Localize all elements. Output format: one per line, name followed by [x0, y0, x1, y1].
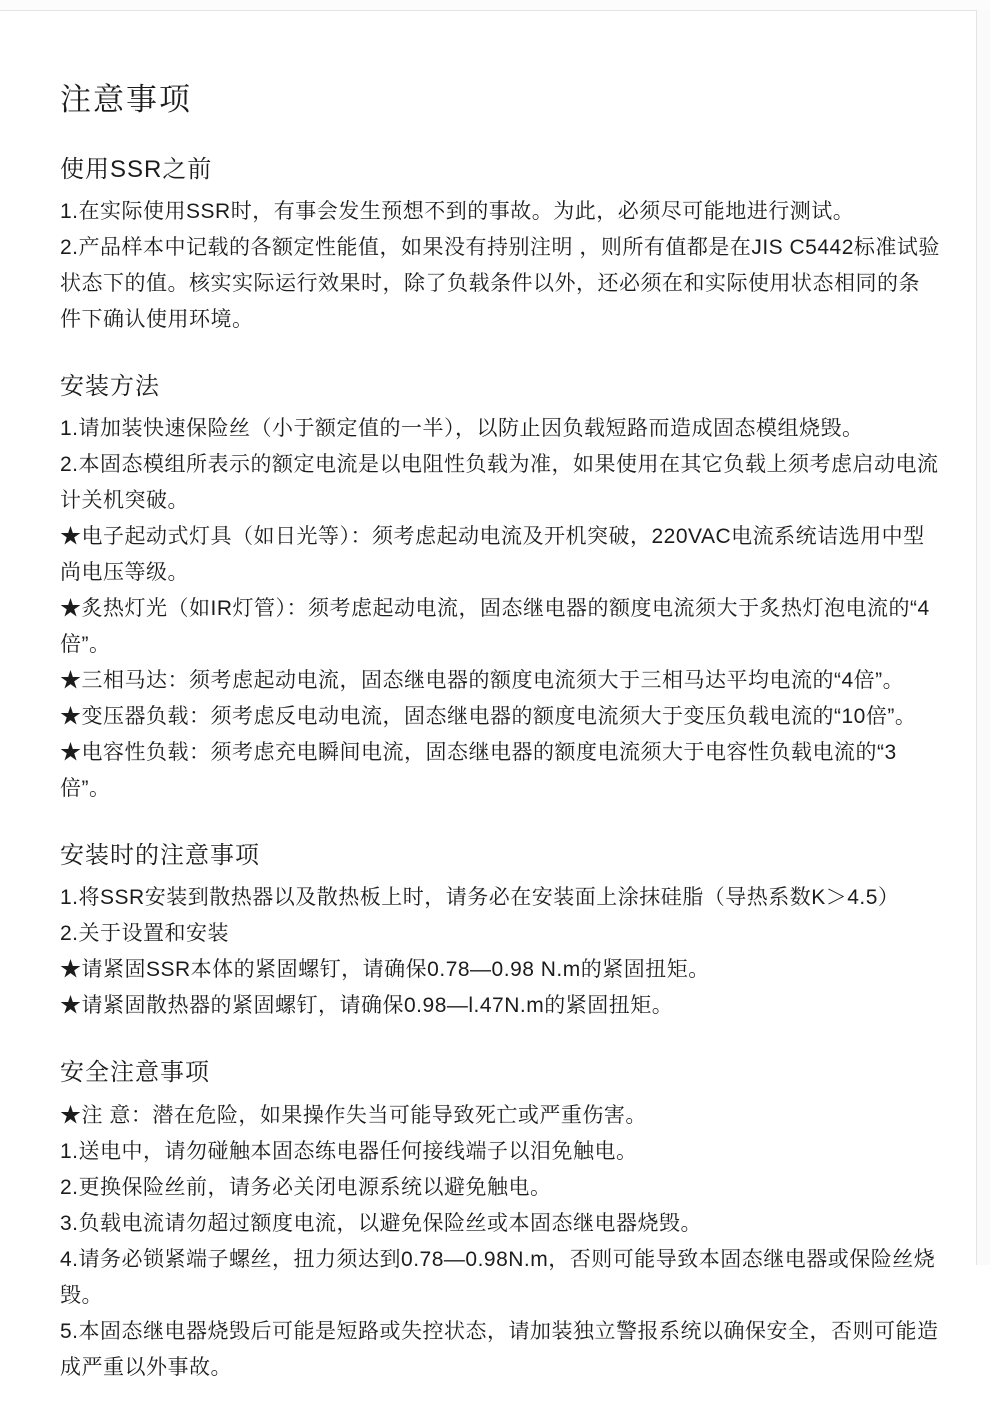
- list-item: 1.送电中，请勿碰触本固态练电器任何接线端子以泪免触电。: [60, 1139, 638, 1163]
- document-section: [60, 371, 940, 807]
- list-item: ★注 意：潜在危险，如果操作失当可能导致死亡或严重伤害。: [60, 1103, 647, 1127]
- list-item: 2.关于设置和安装: [60, 922, 230, 946]
- section-heading: 使用SSR之前: [60, 155, 213, 183]
- document-section: [60, 840, 940, 1024]
- document-page: [0, 11, 976, 1426]
- document-section: [60, 1057, 940, 1385]
- list-item: ★请紧固散热器的紧固螺钉，请确保0.98—l.47N.m的紧固扭矩。: [60, 994, 674, 1018]
- section-heading: 安装方法: [60, 373, 160, 401]
- list-item: 5.本固态继电器烧毁后可能是短路或失控状态，请加装独立警报系统以确保安全，否则可能造成严重以外事故。: [60, 1319, 939, 1379]
- list-item: 3.负载电流请勿超过额度电流，以避免保险丝或本固态继电器烧毁。: [60, 1211, 703, 1235]
- section-heading: 安装时的注意事项: [60, 842, 260, 870]
- section-items: [60, 194, 940, 338]
- list-item: 2.产品样本中记载的各额定性能值，如果没有持别注明 ，则所有值都是在JIS C5442标准试验状态下的值。核实实际运行效果时，除了负载条件以外，还必须在和实际使用状态相同的条件下确认使用环境。: [60, 236, 940, 332]
- list-item: 4.请务必锁紧端子螺丝，扭力须达到0.78—0.98N.m，否则可能导致本固态继电器或保险丝烧毁。: [60, 1247, 936, 1307]
- page-title: 注意事项: [60, 82, 192, 117]
- list-item: ★请紧固SSR本体的紧固螺钉，请确保0.78—0.98 N.m的紧固扭矩。: [60, 958, 710, 982]
- list-item: ★变压器负载：须考虑反电动电流，固态继电器的额度电流须大于变压负载电流的“10倍”。: [60, 705, 917, 729]
- section-items: [60, 411, 940, 807]
- list-item: 1.在实际使用SSR时，有事会发生预想不到的事故。为此，必须尽可能地进行测试。: [60, 200, 855, 224]
- list-item: ★炙热灯光（如IR灯管）：须考虑起动电流，固态继电器的额度电流须大于炙热灯泡电流的“4倍”。: [60, 597, 930, 657]
- section-heading: 安全注意事项: [60, 1059, 210, 1087]
- list-item: ★电子起动式灯具（如日光等）：须考虑起动电流及开机突破，220VAC电流系统诘选用中型尚电压等级。: [60, 525, 925, 585]
- top-edge-divider: [0, 0, 990, 11]
- sections-container: [60, 154, 940, 1386]
- list-item: 2.本固态模组所表示的额定电流是以电阻性负载为准，如果使用在其它负载上须考虑启动电流计关机突破。: [60, 453, 939, 513]
- list-item: 2.更换保险丝前，请务必关闭电源系统以避免触电。: [60, 1175, 552, 1199]
- right-page-edge: [976, 10, 990, 1265]
- document-section: [60, 154, 940, 338]
- list-item: ★电容性负载：须考虑充电瞬间电流，固态继电器的额度电流须大于电容性负载电流的“3倍”。: [60, 741, 897, 801]
- section-items: [60, 880, 940, 1024]
- section-items: [60, 1098, 940, 1386]
- list-item: 1.将SSR安装到散热器以及散热板上时，请务必在安装面上涂抹硅脂（导热系数K＞4.5）: [60, 886, 900, 910]
- list-item: 1.请加装快速保险丝（小于额定值的一半），以防止因负载短路而造成固态模组烧毁。: [60, 417, 864, 441]
- list-item: ★三相马达：须考虑起动电流，固态继电器的额度电流须大于三相马达平均电流的“4倍”。: [60, 669, 905, 693]
